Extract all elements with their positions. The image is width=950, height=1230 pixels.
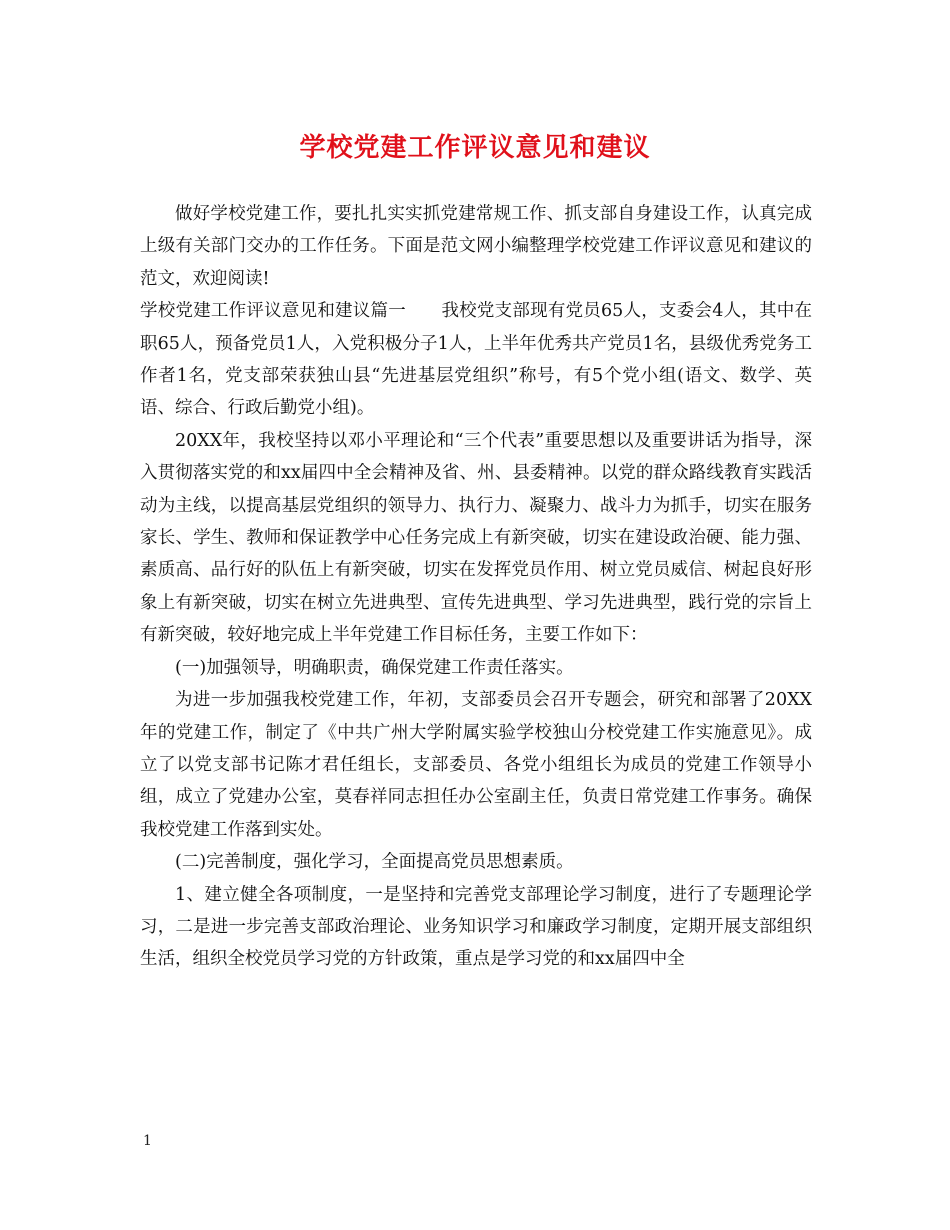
paragraph-intro: 做好学校党建工作，要扎扎实实抓党建常规工作、抓支部自身建设工作，认真完成上级有关部门交办的工作任务。下面是范文网小编整理学校党建工作评议意见和建议的范文，欢迎阅读! xyxy=(140,204,812,289)
document-title: 学校党建工作评议意见和建议 xyxy=(299,133,651,163)
paragraph-heading-two: (二)完善制度，强化学习，全面提高党员思想素质。 xyxy=(175,852,574,873)
paragraph-leadership: 为进一步加强我校党建工作，年初，支部委员会召开专题会，研究和部署了20XX年的党建工作，制定了《中共广州大学附属实验学校独山分校党建工作实施意见》。成立了以党支部书记陈才君任组长，支部委员、各党小组组长为成员的党建工作领导小组，成立了党建办公室，莫春祥同志担任办公室副主任，负责日常党建工作事务。确保我校党建工作落到实处。 xyxy=(140,690,812,840)
paragraph-year-summary: 20XX年，我校坚持以邓小平理论和“三个代表”重要思想以及重要讲话为指导，深入贯彻落实党的和xx届四中全会精神及省、州、县委精神。以党的群众路线教育实践活动为主线，以提高基层党组织的领导力、执行力、凝聚力、战斗力为抓手，切实在服务家长、学生、教师和保证教学中心任务完成上有新突破，切实在建设政治硬、能力强、素质高、品行好的队伍上有新突破，切实在发挥党员作用、树立党员威信、树起良好形象上有新突破，切实在树立先进典型、宣传先进典型、学习先进典型，践行党的宗旨上有新突破，较好地完成上半年党建工作目标任务，主要工作如下： xyxy=(140,430,812,646)
document-body xyxy=(140,198,812,976)
paragraph-system: 1、建立健全各项制度，一是坚持和完善党支部理论学习制度，进行了专题理论学习，二是进一步完善支部政治理论、业务知识学习和廉政学习制度，定期开展支部组织生活，组织全校党员学习党的方针政策，重点是学习党的和xx届四中全 xyxy=(140,884,812,970)
paragraph-heading-one: (一)加强领导，明确职责，确保党建工作责任落实。 xyxy=(175,657,574,678)
page-number: 1 xyxy=(143,1133,152,1149)
paragraph-section-one: 学校党建工作评议意见和建议篇一 我校党支部现有党员65人，支委会4人，其中在职65人，预备党员1人，入党积极分子1人，上半年优秀共产党员1名，县级优秀党务工作者1名，党支部荣获独山县“先进基层党组织”称号，有5个党小组(语文、数学、英语、综合、行政后勤党小组)。 xyxy=(140,301,812,419)
